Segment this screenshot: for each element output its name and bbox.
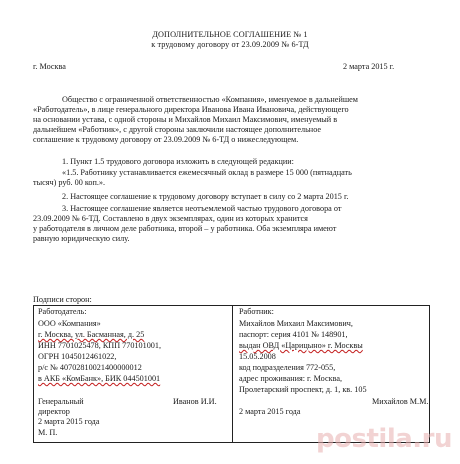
employer-position: Генеральный	[38, 397, 84, 406]
signatures-label: Подписи сторон:	[33, 295, 92, 304]
employer-line: ИНН 7701025478, КПП 770101001,	[38, 341, 162, 350]
watermark-logo: postila.ru	[316, 424, 452, 454]
employer-sign-date: 2 марта 2015 года	[38, 417, 100, 426]
document-date: 2 марта 2015 г.	[343, 62, 395, 71]
employer-heading: Работодатель:	[38, 307, 87, 316]
employee-sign-date: 2 марта 2015 года	[239, 407, 301, 416]
city: г. Москва	[33, 62, 66, 71]
employee-line: выдан ОВД «Царицыно» г. Москвы	[239, 341, 363, 350]
employee-heading: Работник:	[239, 307, 274, 316]
employee-line: 15.05.2008	[239, 352, 276, 361]
document-subtitle: к трудовому договору от 23.09.2009 № 6-ТД	[151, 40, 309, 49]
employee-line: Пролетарский проспект, д. 1, кв. 105	[239, 385, 367, 394]
employee-signer: Михайлов М.М.	[372, 397, 429, 406]
document-title: ДОПОЛНИТЕЛЬНОЕ СОГЛАШЕНИЕ № 1	[152, 30, 308, 39]
employer-position: директор	[38, 407, 70, 416]
employer-line: ООО «Компания»	[38, 319, 101, 328]
employee-line: Михайлов Михаил Максимович,	[239, 319, 353, 328]
employee-line: адрес проживания: г. Москва,	[239, 374, 343, 383]
clause-line: равную юридическую силу.	[33, 234, 130, 243]
clause-line: 23.09.2009 № 6-ТД. Составлено в двух экземплярах, один из которых хранится	[33, 214, 308, 223]
clause-line: тысяч) руб. 00 коп.».	[33, 178, 106, 187]
employer-line: г. Москва, ул. Басманная, д. 25	[38, 330, 145, 339]
clause-line: «1.5. Работнику устанавливается ежемесячный оклад в размере 15 000 (пятнадцать	[62, 168, 352, 177]
employer-signer: Иванов И.И.	[173, 397, 217, 406]
preamble-line: на основании устава, с одной стороны и Михайлов Михаил Максимович, именуемый в	[33, 115, 338, 124]
preamble-line: Общество с ограниченной ответственностью «Компания», именуемое в дальнейшем	[62, 95, 358, 104]
preamble-line: «Работодатель», в лице генерального директора Иванова Ивана Ивановича, действующего	[33, 105, 349, 114]
clause-line: у работодателя в личном деле работника, второй – у работника. Оба экземпляра имеют	[33, 224, 337, 233]
employer-line: в АКБ «КомБанк», БИК 044501001	[38, 374, 161, 383]
employee-line: код подразделения 772-055,	[239, 363, 336, 372]
clause-line: 3. Настоящее соглашение является неотъемлемой частью трудового договора от	[62, 204, 342, 213]
table-divider	[232, 305, 233, 443]
preamble-line: соглашение к трудовому договору от 23.09.2009 № 6-ТД о нижеследующем.	[33, 135, 299, 144]
preamble-line: дальнейшем «Работник», с другой стороны заключили настоящее дополнительное	[33, 125, 322, 134]
employer-line: ОГРН 1045012461022,	[38, 352, 117, 361]
employer-line: р/с № 40702810021400000012	[38, 363, 142, 372]
clause-line: 2. Настоящее соглашение к трудовому договору вступает в силу со 2 марта 2015 г.	[62, 192, 349, 201]
employee-line: паспорт: серия 4101 № 148901,	[239, 330, 348, 339]
clause-line: 1. Пункт 1.5 трудового договора изложить в следующей редакции:	[62, 157, 294, 166]
employer-stamp: М. П.	[38, 428, 58, 437]
